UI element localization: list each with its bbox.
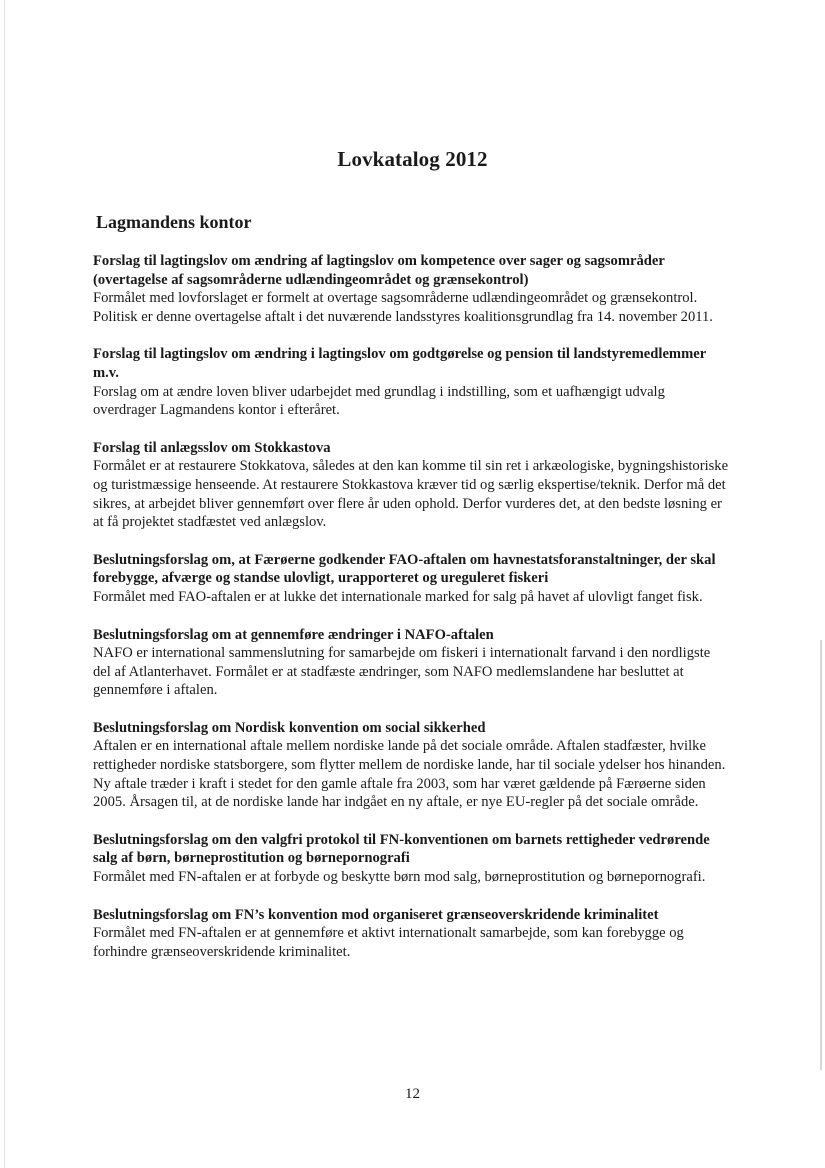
entry-list <box>93 252 729 980</box>
entry-title: Beslutningsforslag om, at Færøerne godkender FAO-aftalen om havnestatsforanstaltninger, der skal forebygge, afværge og standse ulovligt, urapporteret og ureguleret fiskeri <box>93 551 716 587</box>
entry-title: Beslutningsforslag om at gennemføre ændringer i NAFO-aftalen <box>93 626 494 643</box>
entry-body: Forslag om at ændre loven bliver udarbejdet med grundlag i indstilling, som et uafhængigt udvalg overdrager Lagmandens kontor i efteråret. <box>93 383 665 419</box>
page-number: 12 <box>405 1086 420 1102</box>
entry-title: Beslutningsforslag om den valgfri protokol til FN-konventionen om barnets rettigheder vedrørende salg af børn, børneprostitution og børnepornografi <box>93 831 710 867</box>
entry-nafo <box>93 626 729 700</box>
entry-stokkastova <box>93 439 729 532</box>
entry-body: NAFO er international sammenslutning for samarbejde om fiskeri i internationalt farvand i den nordligste del af Atlanterhavet. Formålet er at stadfæste ændringer, som NAFO medlemslandene har besluttet at gennemføre i aftalen. <box>93 645 711 699</box>
entry-title: Forslag til lagtingslov om ændring af lagtingslov om kompetence over sager og sagsområder (overtagelse af sagsområderne udlændingeområdet og grænsekontrol) <box>93 253 665 288</box>
section-heading: Lagmandens kontor <box>96 212 252 232</box>
page-title: Lovkatalog 2012 <box>337 147 488 171</box>
entry-title: Forslag til anlægsslov om Stokkastova <box>93 439 331 456</box>
scan-edge-left <box>4 0 5 1168</box>
entry-body: Formålet med lovforslaget er formelt at overtage sagsområderne udlændingeområdet og grænsekontrol. Politisk er denne overtagelse aftalt i det nuværende landsstyres koalitionsgrundlag fra 14. november 2011. <box>93 290 713 325</box>
entry-kompetence <box>93 252 729 326</box>
entry-body: Formålet er at restaurere Stokkatova, således at den kan komme til sin ret i arkæologiske, bygningshistoriske og turistmæssige henseende. At restaurere Stokkastova kræver tid og særlig ekspertise/teknik. Derfor må det sikres, at arbejdet bliver gennemført over flere år uden ophold. Derfor vurderes det, at den bedste løsning er at få projektet stadfæstet ved anlægslov. <box>93 458 729 531</box>
entry-body: Formålet med FAO-aftalen er at lukke det internationale marked for salg på havet af ulovligt fanget fisk. <box>93 588 703 605</box>
entry-body: Aftalen er en international aftale mellem nordiske lande på det sociale område. Aftalen stadfæster, hvilke rettigheder nordiske statsborgere, som flytter mellem de nordiske lande, har til sociale ydelser hos hinanden. Ny aftale træder i kraft i stedet for den gamle aftale fra 2003, som har været gældende på Færøerne siden 2005. Årsagen til, at de nordiske lande har indgået en ny aftale, er nye EU-regler på det sociale område. <box>93 738 726 811</box>
entry-fn-barnets-rettigheder <box>93 831 729 887</box>
entry-title: Beslutningsforslag om FN’s konvention mod organiseret grænseoverskridende kriminalitet <box>93 906 659 923</box>
entry-godtgorelse <box>93 345 729 419</box>
entry-body: Formålet med FN-aftalen er at forbyde og beskytte børn mod salg, børneprostitution og børnepornografi. <box>93 869 706 886</box>
entry-title: Beslutningsforslag om Nordisk konvention om social sikkerhed <box>93 719 486 736</box>
entry-social-sikkerhed <box>93 719 729 812</box>
entry-fn-kriminalitet <box>93 906 729 962</box>
entry-title: Forslag til lagtingslov om ændring i lagtingslov om godtgørelse og pension til landstyremedlemmer m.v. <box>93 346 706 381</box>
entry-body: Formålet med FN-aftalen er at gennemføre et aktivt internationalt samarbejde, som kan forebygge og forhindre grænseoverskridende kriminalitet. <box>93 925 684 960</box>
entry-fao <box>93 551 729 607</box>
scan-edge-right <box>820 640 822 1070</box>
